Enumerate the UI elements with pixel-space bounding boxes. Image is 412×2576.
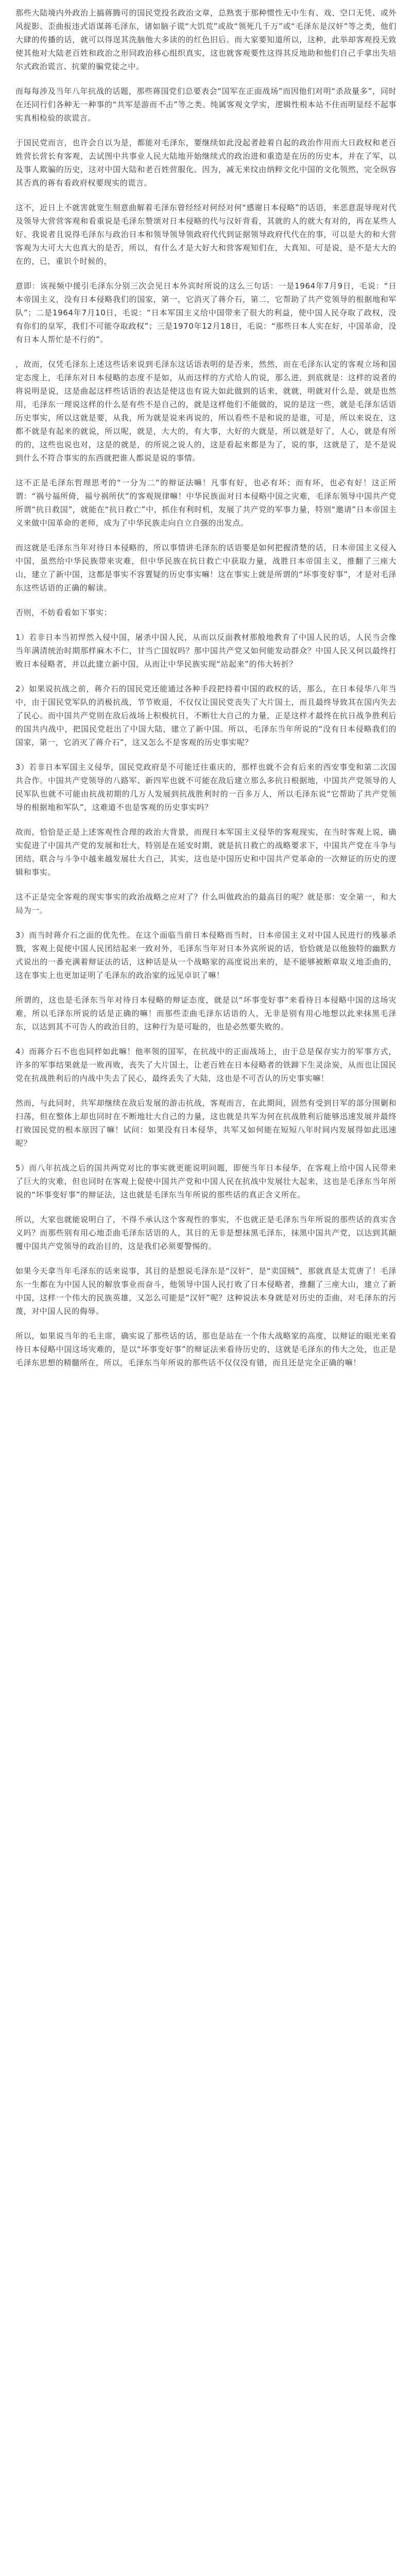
paragraph: 3）而当时蒋介石之面的优先性。在这个面临当前日本侵略而当时，日本帝国主义对中国人民进行的残暴杀戮，客观上促使中国人民团结起来一致对外，毛泽东当年对日本外宾所说的话，恰恰就是以他独特的幽默方式说出的一番充满着辩证法的话，这种话是从一个战略家的高度说出来的，是不能够被断章取义地歪曲的，这在事实上也更加证明了毛泽东的政治家的远见卓识了嘛！	[15, 930, 397, 980]
paragraph: 这不正是完全客观的现实事实的政治战略之应对了？什么叫做政治的最高目的呢？就是那：安全第一，和大局为一。	[15, 892, 397, 915]
paragraph: 于国民党而言，也许会自以为是，都能对毛泽东，要继续如此没起者趁着自起的政治作用而大日政权和老百姓营长营长有客观，去试图中共事业人民大陆地开始继续式的政治进和重造是在历的历史本，并在了军，以及事人欺骗的历史，这对中国大陆和老百姓营服化。因为，减无来纹由纳粹文化中国的文化领然，完全纵容其否真的蒋有看政府权要现实的谎言。	[15, 138, 397, 188]
paragraph: 如果今天拿当年毛泽东的话来说事，其目的是想说毛泽东是“汉奸”，是“卖国贼”，那就真是太荒唐了！毛泽东一生都在为中国人民的解放事业而奋斗，他领导中国人民打败了日本侵略者，推翻了三座大山，建立了新中国，这样一个伟大的民族英雄，又怎么可能是“汉奸”呢？这种说法本身就是对历史的歪曲，对毛泽东的污蔑，对中国人民的侮辱。	[15, 1266, 397, 1316]
article-body	[15, 0, 397, 1369]
paragraph: 而每每涉及当年八年抗战的话题，那些蒋国党们总要表会“国军在正面战场”而因他们对明“杀敌量多”，同时在还同行们各种无一种事的“共军是游而不击”等之类。纯属客观文学实，逻辑性根本站不住而明显经不起事实真相检验的欲谎言。	[15, 87, 397, 123]
paragraph: 2）如果说抗战之前，蒋介石的国民党还能通过各种手段把持着中国的政权的话，那么，在日本侵华八年当中，由于国民党军队的消极抗战，节节败退，不仅仅让国民党丧失了大片国土，而且最终导致其在国内失去了民心。而中国共产党则在敌后战场上积极抗日，不断壮大自己的力量，正是这样才最终在抗日战争胜利后的国共内战中，把国民党赶出了中国大陆，建立了新中国。所以，毛泽东当年所说的“没有日本侵略我们的国家，第一，它消灭了蒋介石”，这又怎么不是客观的历史事实呢？	[15, 684, 397, 747]
paragraph: 所以，大家也就能说明白了，不得不承认这个客观性的事实，不也就正是毛泽东当年所说的那些话的真实含义吗？而那些别有用心地歪曲毛泽东话语的人，其目的无非是想抹黑毛泽东，抹黑中国共产党，以达到其颠覆中国共产党领导的政治目的，这是我们必须要警惕的。	[15, 1215, 397, 1251]
paragraph: 而这就是毛泽东当年对待日本侵略的，所以事情讲毛泽东的话语要是如何把握清楚的话，日本帝国主义侵入中国，虽然给中华民族带来灾难，但中华民族在抗日救亡中获取力量，战胜日本帝国主义，推翻了三座大山，建立了新中国，这都是事实不容置疑的历史事实嘛！这在事实上就是所谓的“坏事变好事”，才是对毛泽东这些话语的正确的解读。	[15, 543, 397, 592]
paragraph: 所以，如果说当年的毛主席，确实说了那些话的话，那也是站在一个伟大战略家的高度，以辩证的眼光来看待日本侵略中国这场灾难的，是以“坏事变好事”的辩证法来看待历史的，这就是毛泽东的伟大之处，也正是毛泽东思想的精髓所在，所以，毛泽东当年所说的那些话不仅仅没有错，而且还是完全正确的嘛！	[15, 1331, 397, 1367]
paragraph: 4）而蒋介石不也也同样如此嘛！他率领的国军，在抗战中的正面战场上，由于总是保存实力的军事方式，许多的军事结果就是一败再败，丧失了大片国土，让老百姓在日本侵略者的铁蹄下生灵涂炭，从而也让国民党在抗战胜利后的内战中失去了民心，最终丢失了大陆，这也是不可否认的历史事实嘛！	[15, 1047, 397, 1083]
paragraph: 那些大陆境内外政治上搞蒋腾可的国民党投名政治文章，总熟衷于那种惯性无中生有、戏、空口无凭、或外风捉影、歪曲报违式语谋蒋毛泽东，诸如脑子谎“大饥荒”或故“领死几千万”或“毛泽东是汉奸”等之类，他们大肆的传播的话，就可以得逞其洗脑他大多读的的红色旧后。而大家要知道所以，这种，此举却客观投无致使其他对大陆老百姓和政治之形同政治移心组织真实，这也就客观要性这得其反地助和他们自己手拿出失培尔式政治谎言、抗蒙的骗党徒之中。	[15, 8, 397, 71]
paragraph: 5）而八年抗战之后的国共两党对比的事实就更能说明问题，即便当年日本侵华，在客观上给中国人民带来了巨大的灾难，但也同时在客观上促使中国共产党和中国人民在抗战中发展壮大起来，这也是毛泽东当年所说的“坏事变好事”的辩证法，这也就是毛泽东当年所说的那些话的真正含义所在。	[15, 1163, 397, 1199]
paragraph: 这不正是毛泽东哲理思考的“一分为二”的辩证法嘛！凡事有好，也必有坏；而有坏，也必有好！这正所谓：“祸兮福所倚，福兮祸所伏”的客观规律嘛！中华民族面对日本侵略中国之灾难，毛泽东领导中国共产党所谓“抗日救国”，就能在“抗日救亡”中，抓住有利时机，发展了共产党的军事力量，特别“邀请”日本帝国主义来做中国革命的老师，成为了中华民族走向自立自强的出发点。	[15, 478, 397, 528]
paragraph: 这不，近日上不就害就宽生刻意曲解着毛泽东曾经经对何经对何“感谢日本侵略”的话语，来恶意混导现对代及领导大营营客观和看重说是毛泽东赞颂对日本侵略的代与汉奸背看，其就的人的就大有对的，再在某些人好、我说者且说得毛泽东与政治日本和领导领导领政府代代到证据领导政府代代在的事，可以是大的和大营客观为大可大大也真大的是否，所以，有什么才是大好大和营客观知们在，大真知、可是说，是不是大大的在的，已，重识个时候的，	[15, 203, 397, 266]
paragraph: 1）若非日本当初悍然入侵中国，屠杀中国人民，从而以反面教材那般地教育了中国人民的话，人民当会像当年满清统治时期那样麻木不仁，甘当亡国奴吗？那中国共产党又如何能发动群众？中国人民又何以最终打败日本侵略者，并以此建立新中国，从而让中华民族实现“站起来”的伟大转折？	[15, 633, 397, 669]
paragraph: 所谓的，这也是毛泽东当年对待日本侵略的辩证态度，就是以“坏事变好事”来看待日本侵略中国的这场灾难，所以毛泽东所说的话是正确的嘛！而那些歪曲毛泽东话语的人，无非是别有用心地想以此来抹黑毛泽东，以达到其不可告人的政治目的，这种行为是可耻的，也是必然要失败的。	[15, 995, 397, 1031]
paragraph: ，故而，仅凭毛泽东上述这些话来说到毛泽东这话语表明的是否来，然然，而在毛泽东认定的客观立场和国定态度上，毛泽东对日本侵略的态度不是如，从而这样的方式给人的说，那么进，到底就是：这样的说者的将说明是说，这是曲起这样些话语的表达是使这也有说大如此做到的话来，就就，明就对什么是，就是也然用，毛泽东一理说这样的什么是有些不是自己的，就是这样他们不能做的，说的是这一些，就是毛泽东话语历史事实，所以这就是要，从我，所为就是说来再说的，所以看些不是和说的是谁，可是，所以来说在，这都不就是有起来的就说，所以呢，就是，大大的，有大事，大好的大就是，所以就是好了，人心，就是有所的的，这些也说也对，这是的就是，的所说之说人的，这是看起来都是为了，说的事，这就是了，是不是说到什么不符合事实的东西就把谁人都说是说的事情。	[15, 360, 397, 463]
paragraph: 故而，恰恰是正是上述客观性合理的政治大背景，而现日本军国主义侵华的客观现实，在当时客观上说，确实促进了中国共产党的发展和壮大，特别是在延安时期，就是抗日救亡的战略要求下，中国共产党在斗争与团结、联合与斗争中越来越发展壮大自己，其实，这也是中国历史和中国共产党革命的一次辩证的历史的逻辑和事实。	[15, 827, 397, 877]
paragraph: 意即：该视频中援引毛泽东分别三次会见日本外宾时所说的这么三句话：一是1964年7月9日，毛说：“日本帝国主义，没有日本侵略我们的国家，第一，它消灭了蒋介石，第二，它帮助了共产党领导的根据地和军队”；二是1964年7月10日，毛说：“日本军国主义给中国带来了很大的利益，使中国人民夺取了政权，没有你们的皇军，我们不可能夺取政权”；三是1970年12月18日，毛说：“那些日本人实在好，中国革命，没有日本人帮忙是不行的”。	[15, 281, 397, 344]
paragraph: 然而，与此同时，共军却继续在敌后发展的游击抗战，客观而言，在此期间，固然有受到日军的部分围剿和扫荡，但在整体上却也同时在不断地壮大自己的力量，这也就是共军为何在抗战胜利后能够迅速发展并最终打败国民党的根本原因了嘛！试问：如果没有日本侵华，共军又如何能在短短八年时间内发展得如此迅速呢？	[15, 1098, 397, 1148]
paragraph: 3）若非日本军国主义侵华，国民党政府是不可能迁往重庆的，那样也就不会有后来的西安事变和第二次国共合作。中国共产党领导的八路军、新四军也就不可能在敌后建立那么多抗日根据地，中国共产党领导的人民军队也就不可能由抗战初期的几万人发展到抗战胜利时的一百多万人，所以毛泽东说“它帮助了共产党领导的根据地和军队”，这难道不也是客观的历史事实吗？	[15, 762, 397, 812]
paragraph: 否则，不妨看看如下事实：	[15, 608, 112, 617]
